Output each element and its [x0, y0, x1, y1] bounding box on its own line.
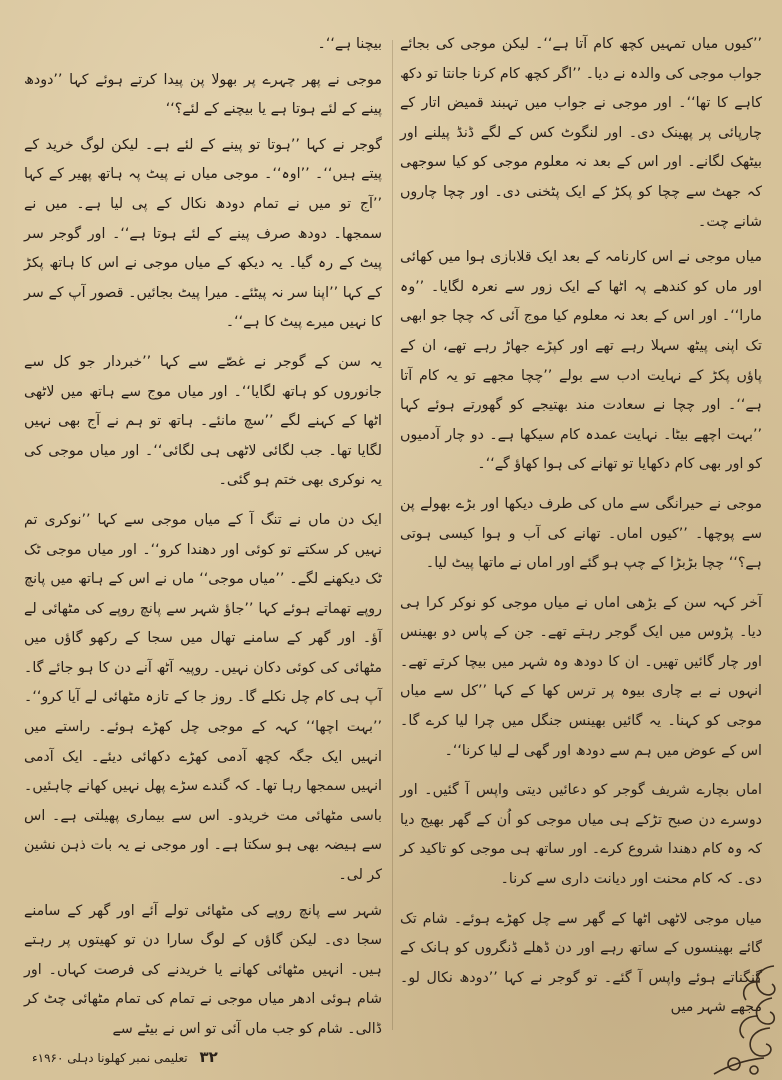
- paragraph: ایک دن ماں نے تنگ آ کے میاں موجی سے کہا ’’نوکری تم نہیں کر سکتے تو کوئی اور دھندا کرو‘‘۔ اور میاں موجی ٹک ٹک دیکھنے لگے۔ ’’میاں موجی‘‘ ماں نے اس کے ہاتھ میں پانچ روپے تھماتے ہوئے کہا ’’جاؤ شہر سے پانچ روپے کی مٹھائی لے آؤ۔ اور گھر کے سامنے تھال میں سجا کے رکھو گاؤں میں مٹھائی کی کوئی دکان نہیں۔ روپیہ آٹھ آنے دن کا ہو جائے گا۔ آپ ہی کام چل نکلے گا۔ روز جا کے تازہ مٹھائی لے آیا کرو‘‘۔ ’’بہت اچھا‘‘ کہہ کے موجی چل کھڑے ہوئے۔ راستے میں انہیں ایک جگہ کچھ آدمی کھڑے دکھائی دیئے۔ ایک آدمی انہیں سمجھا رہا تھا۔ کہ گندے سڑے پھل نہیں کھانے چاہئیں۔ باسی مٹھائی مت خریدو۔ اس سے بیماری پھیلتی ہے۔ اس سے ہیضہ بھی ہو سکتا ہے۔ اور موجی نے یہ بات ذہن نشین کر لی۔: [24, 511, 382, 884]
- corner-ornament-icon: [694, 958, 778, 1076]
- paragraph: شہر سے پانچ روپے کی مٹھائی تولے آئے اور گھر کے سامنے سجا دی۔ لیکن گاؤں کے لوگ سارا دن تو کھیتوں پر رہتے ہیں۔ انہیں مٹھائی کھانے یا خریدنے کی فرصت کہاں۔ اور شام ہوئی ادھر میاں موجی نے تمام کی تمام مٹھائی چٹ کر ڈالی۔ شام کو جب ماں آئی تو اس نے بیٹے سے: [24, 902, 382, 1037]
- paragraph: ’’کیوں میاں تمہیں کچھ کام آتا ہے‘‘۔ لیکن موجی کی بجائے جواب موجی کی والدہ نے دیا۔ ’’اگر کچھ کام کرنا جانتا تو دکھ کاہے کا تھا‘‘۔ اور موجی نے جواب میں تہبند قمیض اتار کے چارپائی پر پھینک دی۔ اور لنگوٹ کس کے لگے ڈنڈ پیلنے اور بیٹھک لگانے۔ اور اس کے بعد نہ معلوم موجی کو کیا سوجھی کہ جھٹ سے چچا کو پکڑ کے ایک پٹخنی دی۔ اور چچا چاروں شانے چت۔: [400, 36, 762, 230]
- column-divider: [392, 40, 393, 1030]
- paragraph: بیچنا ہے‘‘۔: [317, 36, 382, 52]
- paragraph: گوجر نے کہا ’’ہوتا تو پینے کے لئے ہے۔ لیکن لوگ خرید کے پیتے ہیں‘‘۔ ’’اوہ‘‘۔ موجی میاں نے پیٹ پہ ہاتھ پھیر کے کہا ’’آج تو میں نے تمام دودھ نکال کے پی لیا ہے۔ میں نے سمجھا۔ دودھ صرف پینے کے لئے ہوتا ہے‘‘۔ اور گوجر سر پیٹ کے رہ گیا۔ یہ دیکھ کے میاں موجی نے اس کا ہاتھ پکڑ کے کہا ’’اپنا سر نہ پیٹئے۔ میرا پیٹ بجائیں۔ قصور آپ کے سر کا نہیں میرے پیٹ کا ہے‘‘۔: [24, 136, 382, 331]
- paragraph: آخر کہہ سن کے بڑھی اماں نے میاں موجی کو نوکر کرا ہی دیا۔ پڑوس میں ایک گوجر رہتے تھے۔ جن کے پاس دو بھینس اور چار گائیں تھیں۔ ان کا دودھ وہ شہر میں بیچا کرتے تھے۔ انہوں نے بے چاری بیوہ پر ترس کھا کے کہا ’’کل سے میاں موجی کو کہنا۔ یہ گائیں بھینس جنگل میں چرا لیا کرے گا۔ اس کے عوض میں ہم سے دودھ اور گھی لے لیا کرنا‘‘۔: [400, 594, 762, 759]
- footer-caption: تعلیمی نمبر کھلونا دہلی ۱۹۶۰ء: [32, 1051, 188, 1065]
- paragraph: موجی نے پھر چہرے پر بھولا پن پیدا کرتے ہوئے کہا ’’دودھ پینے کے لئے ہوتا ہے یا بیچنے کے لئے؟‘‘: [24, 71, 382, 118]
- right-column: [400, 30, 762, 1029]
- page-number: ۳۲: [199, 1048, 218, 1066]
- paragraph: اماں بچارے شریف گوجر کو دعائیں دیتی واپس آ گئیں۔ اور دوسرے دن صبح تڑکے ہی میاں موجی کو اُن کے گھر بھیج دیا کہ وہ کام دھندا شروع کرے۔ اور ساتھ ہی موجی کو تاکید کر دی۔ کہ کام محنت اور دیانت داری سے کرنا۔: [400, 782, 762, 888]
- left-column: [24, 30, 382, 1051]
- paragraph: موجی نے حیرانگی سے ماں کی طرف دیکھا اور بڑے بھولے پن سے پوچھا۔ ’’کیوں اماں۔ تھانے کی آب و ہوا کیسی ہوتی ہے؟‘‘ چچا بڑبڑا کے چپ ہو گئے اور اماں نے ماتھا پیٹ لیا۔: [400, 495, 762, 572]
- paragraph: میاں موجی لاٹھی اٹھا کے گھر سے چل کھڑے ہوئے۔ شام تک گائے بھینسوں کے ساتھ رہے اور دن ڈھلے ڈنگروں کو ہانک کے گنگناتے ہوئے واپس آ گئے۔ تو گوجر نے کہا ’’دودھ نکال لو۔ مجھے شہر میں: [400, 910, 762, 1016]
- paragraph: میاں موجی نے اس کارنامہ کے بعد ایک قلابازی ہوا میں کھائی اور ماں کو کندھے پہ اٹھا کے ایک زور سے نعرہ لگایا۔ ’’وہ مارا‘‘۔ اور اس کے بعد نہ معلوم کیا موج آئی کہ چچا جو ابھی تک اپنی پیٹھ سہلا رہے تھے اور کپڑے جھاڑ رہے تھے، ان کے پاؤں پکڑ کے نہایت ادب سے بولے ’’چچا مجھے تو یہ کام آتا ہے‘‘۔ اور چچا نے سعادت مند بھتیجے کو گھورتے ہوئے کہا ’’بہت اچھے بیٹا۔ نہایت عمدہ کام سیکھا ہے۔ دو چار آدمیوں کو اور بھی کام دکھایا تو تھانے کی ہوا کھاؤ گے‘‘۔: [400, 249, 762, 473]
- paragraph: یہ سن کے گوجر نے غصّے سے کہا ’’خبردار جو کل سے جانوروں کو ہاتھ لگایا‘‘۔ اور میاں موج سے ہاتھ میں لاٹھی اٹھا کے کہنے لگے ’’سچ مانئے۔ ہاتھ تو ہم نے آج بھی نہیں لگایا تھا۔ جب لگائی لاٹھی ہی لگائی‘‘۔ اور میاں موجی کی یہ نوکری بھی ختم ہو گئی۔: [24, 353, 382, 489]
- page-footer: [32, 1048, 218, 1066]
